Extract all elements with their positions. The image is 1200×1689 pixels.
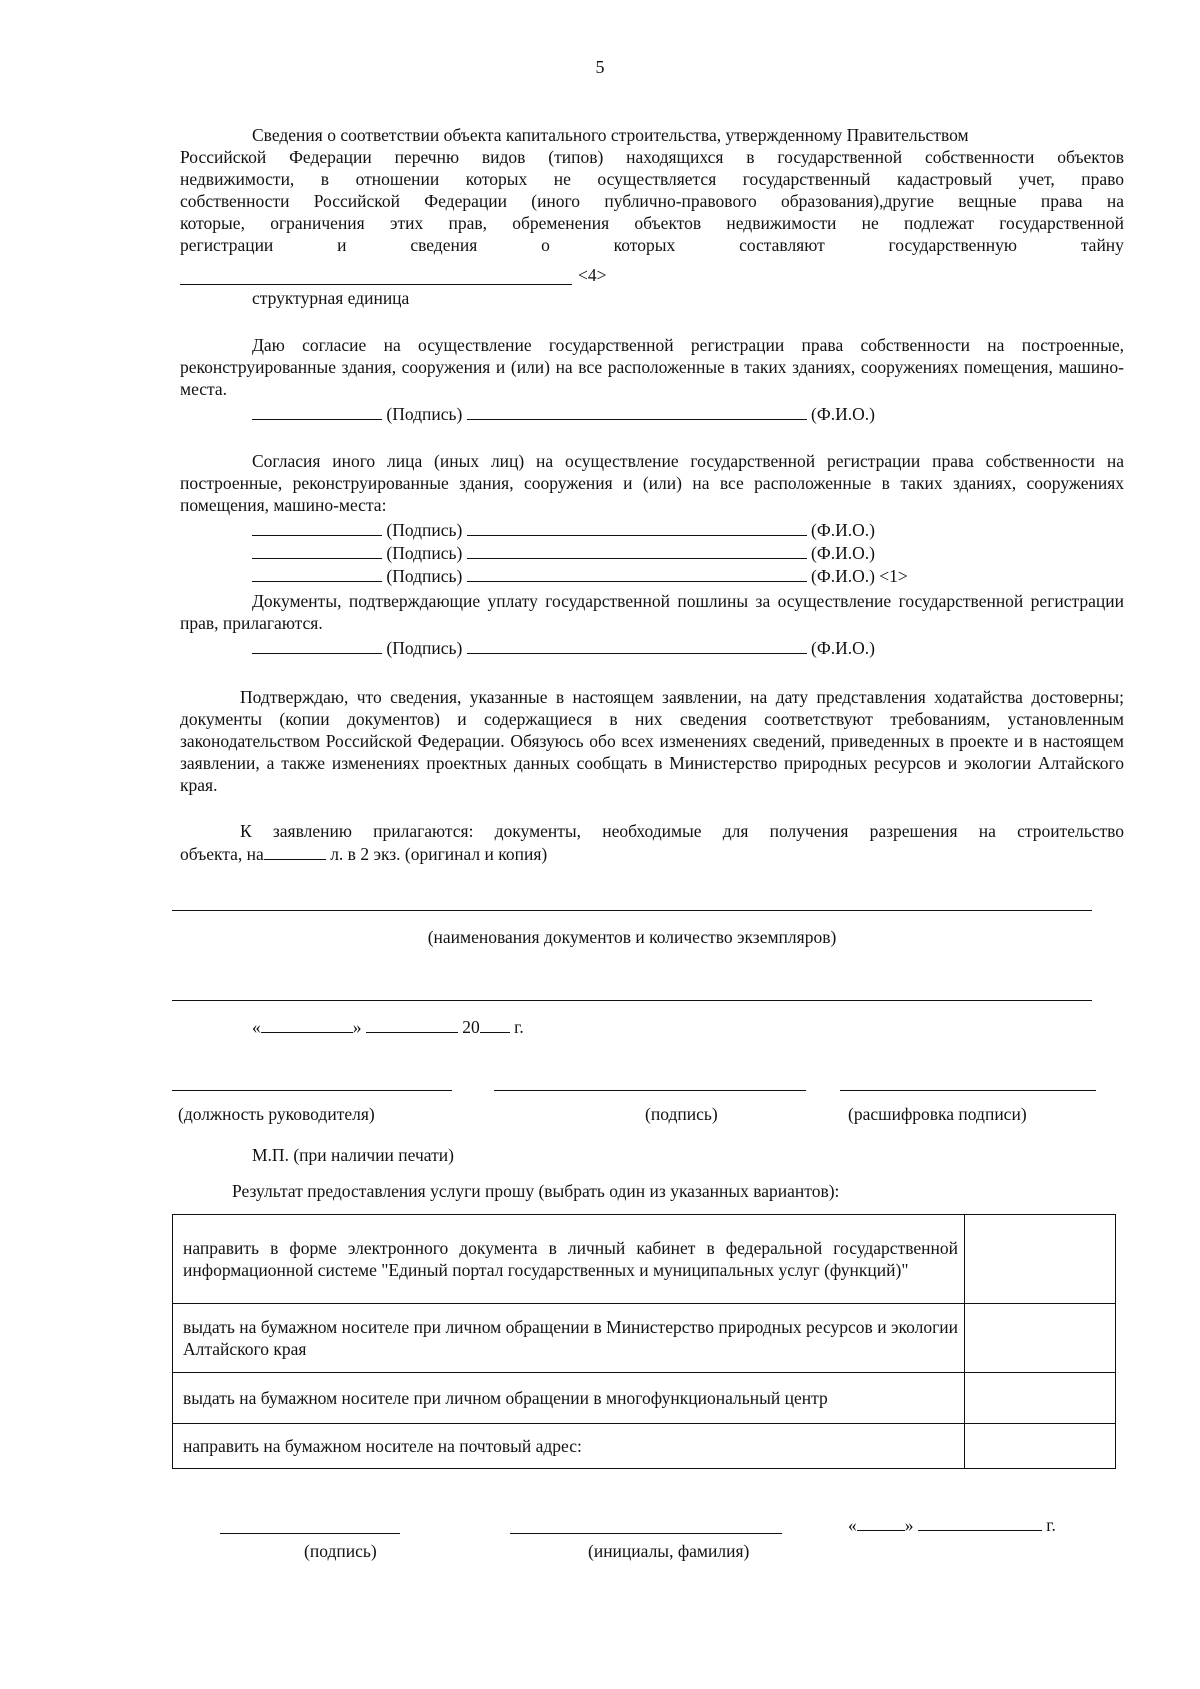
position-line xyxy=(172,1090,452,1091)
quote: « xyxy=(848,1515,857,1535)
fio-label: (Ф.И.О.) xyxy=(811,404,875,424)
fio-line xyxy=(467,518,807,536)
para-attach xyxy=(180,820,1124,865)
quote: » xyxy=(352,1017,362,1037)
option-row xyxy=(173,1373,1116,1424)
para-line: которые, ограничения этих прав, обременения объектов недвижимости не подлежат государственной xyxy=(180,213,1124,233)
bottom-date xyxy=(848,1513,1056,1536)
word: составляют xyxy=(739,235,825,255)
docs-line-2 xyxy=(172,1000,1092,1001)
signature-caption: (подпись) xyxy=(645,1104,718,1124)
option-text: выдать на бумажном носителе при личном обращении в многофункциональный центр xyxy=(173,1373,965,1424)
fio-line xyxy=(467,564,807,582)
signature-line-manager xyxy=(494,1090,806,1091)
para-other-consent: Согласия иного лица (иных лиц) на осуществление государственной регистрации права собственности на построенные, реконструированные здания, сооружения и (или) на все расположенные в таких зданиях, сооружениях помещения, машино-места: xyxy=(180,451,1124,515)
option-checkbox[interactable] xyxy=(965,1373,1116,1424)
result-options-table xyxy=(172,1214,1116,1469)
signature-label: (Подпись) xyxy=(386,520,463,540)
quote: « xyxy=(252,1017,261,1037)
signature-line xyxy=(252,541,382,559)
option-checkbox[interactable] xyxy=(965,1215,1116,1304)
word: регистрации xyxy=(180,235,274,255)
year-blank xyxy=(480,1015,510,1033)
month-year-blank xyxy=(918,1513,1042,1531)
date-line xyxy=(252,1015,524,1038)
option-checkbox[interactable] xyxy=(965,1304,1116,1373)
para-line: Сведения о соответствии объекта капитального строительства, утвержденному Правительством xyxy=(252,125,969,145)
decode-caption: (расшифровка подписи) xyxy=(848,1104,1027,1124)
unit-label: структурная единица xyxy=(252,288,410,308)
word: государственную xyxy=(888,235,1017,255)
signature-line xyxy=(252,518,382,536)
docs-caption: (наименования документов и количество экземпляров) xyxy=(427,927,837,947)
fio-line xyxy=(467,541,807,559)
day-blank xyxy=(857,1513,905,1531)
option-row xyxy=(173,1424,1116,1469)
option-text: выдать на бумажном носителе при личном обращении в Министерство природных ресурсов и экологии Алтайского края xyxy=(173,1304,965,1373)
signature-label: (Подпись) xyxy=(386,543,463,563)
word: которых xyxy=(613,235,676,255)
text: л. в 2 экз. (оригинал и копия) xyxy=(330,844,548,864)
stamp-note: М.П. (при наличии печати) xyxy=(252,1145,454,1165)
fio-label: (Ф.И.О.) xyxy=(811,638,875,658)
bottom-initials-line xyxy=(510,1533,782,1534)
para-fee: Документы, подтверждающие уплату государственной пошлины за осуществление государственной регистрации прав, прилагаются. xyxy=(180,591,1124,633)
signature-row-other-1 xyxy=(252,518,875,541)
fio-line xyxy=(467,402,807,420)
unit-underline xyxy=(180,284,572,285)
year-suffix: г. xyxy=(514,1017,524,1037)
fio-label: (Ф.И.О.) xyxy=(811,520,875,540)
para-confirm: Подтверждаю, что сведения, указанные в настоящем заявлении, на дату представления ходатайства достоверны; документы (копии документов) и содержащиеся в них сведения соответствуют требованиям, установленным законодательством Российской Федерации. Обязуюсь обо всех изменениях сведений, приведенных в проекте и в настоящем заявлении, а также изменениях проектных данных сообщать в Министерство природных ресурсов и экологии Алтайского края. xyxy=(180,687,1124,795)
sheets-blank xyxy=(264,842,326,860)
word: сведения xyxy=(410,235,478,255)
option-checkbox[interactable] xyxy=(965,1424,1116,1469)
signature-label: (Подпись) xyxy=(386,638,463,658)
para-consent: Даю согласие на осуществление государственной регистрации права собственности на построенные, реконструированные здания, сооружения и (или) на все расположенные в таких зданиях, сооружениях помещения, машино-места. xyxy=(180,335,1124,399)
fio-label: (Ф.И.О.) <1> xyxy=(811,566,908,586)
signature-row-other-3 xyxy=(252,564,908,587)
para-line: Российской Федерации перечню видов (типов) находящихся в государственной собственности объектов xyxy=(180,147,1124,167)
bottom-signature-line xyxy=(220,1533,400,1534)
signature-line xyxy=(252,564,382,582)
signature-label: (Подпись) xyxy=(386,404,463,424)
para-line: недвижимости, в отношении которых не осуществляется государственный кадастровый учет, право xyxy=(180,169,1124,189)
signature-label: (Подпись) xyxy=(386,566,463,586)
signature-line xyxy=(252,636,382,654)
decode-line xyxy=(840,1090,1096,1091)
signature-line xyxy=(252,402,382,420)
position-caption: (должность руководителя) xyxy=(178,1104,375,1124)
footnote-4: <4> xyxy=(578,265,607,285)
word: и xyxy=(337,235,347,255)
para-svedeniya xyxy=(180,124,1124,256)
para-line-2 xyxy=(180,842,1124,865)
year-suffix: г. xyxy=(1046,1515,1056,1535)
quote: » xyxy=(904,1515,914,1535)
year-prefix: 20 xyxy=(462,1017,480,1037)
text: объекта, на xyxy=(180,844,264,864)
fio-label: (Ф.И.О.) xyxy=(811,543,875,563)
option-text: направить в форме электронного документа в личный кабинет в федеральной государственной информационной системе "Единый портал государственных и муниципальных услуг (функций)" xyxy=(173,1215,965,1304)
fio-line xyxy=(467,636,807,654)
signature-row-fee xyxy=(252,636,875,659)
docs-line xyxy=(172,910,1092,911)
signature-row-consent xyxy=(252,402,875,425)
bottom-initials-caption: (инициалы, фамилия) xyxy=(588,1541,750,1561)
para-last-line xyxy=(180,234,1124,256)
word: о xyxy=(541,235,550,255)
result-intro: Результат предоставления услуги прошу (выбрать один из указанных вариантов): xyxy=(232,1181,840,1201)
option-text: направить на бумажном носителе на почтовый адрес: xyxy=(173,1424,965,1469)
para-line: К заявлению прилагаются: документы, необходимые для получения разрешения на строительство xyxy=(240,821,1124,841)
day-blank xyxy=(261,1015,353,1033)
bottom-signature-caption: (подпись) xyxy=(304,1541,377,1561)
page-number: 5 xyxy=(595,57,605,77)
month-blank xyxy=(366,1015,458,1033)
option-row xyxy=(173,1215,1116,1304)
signature-row-other-2 xyxy=(252,541,875,564)
option-row xyxy=(173,1304,1116,1373)
word: тайну xyxy=(1080,235,1124,255)
para-line: собственности Российской Федерации (иного публично-правового образования),другие вещные права на xyxy=(180,191,1124,211)
